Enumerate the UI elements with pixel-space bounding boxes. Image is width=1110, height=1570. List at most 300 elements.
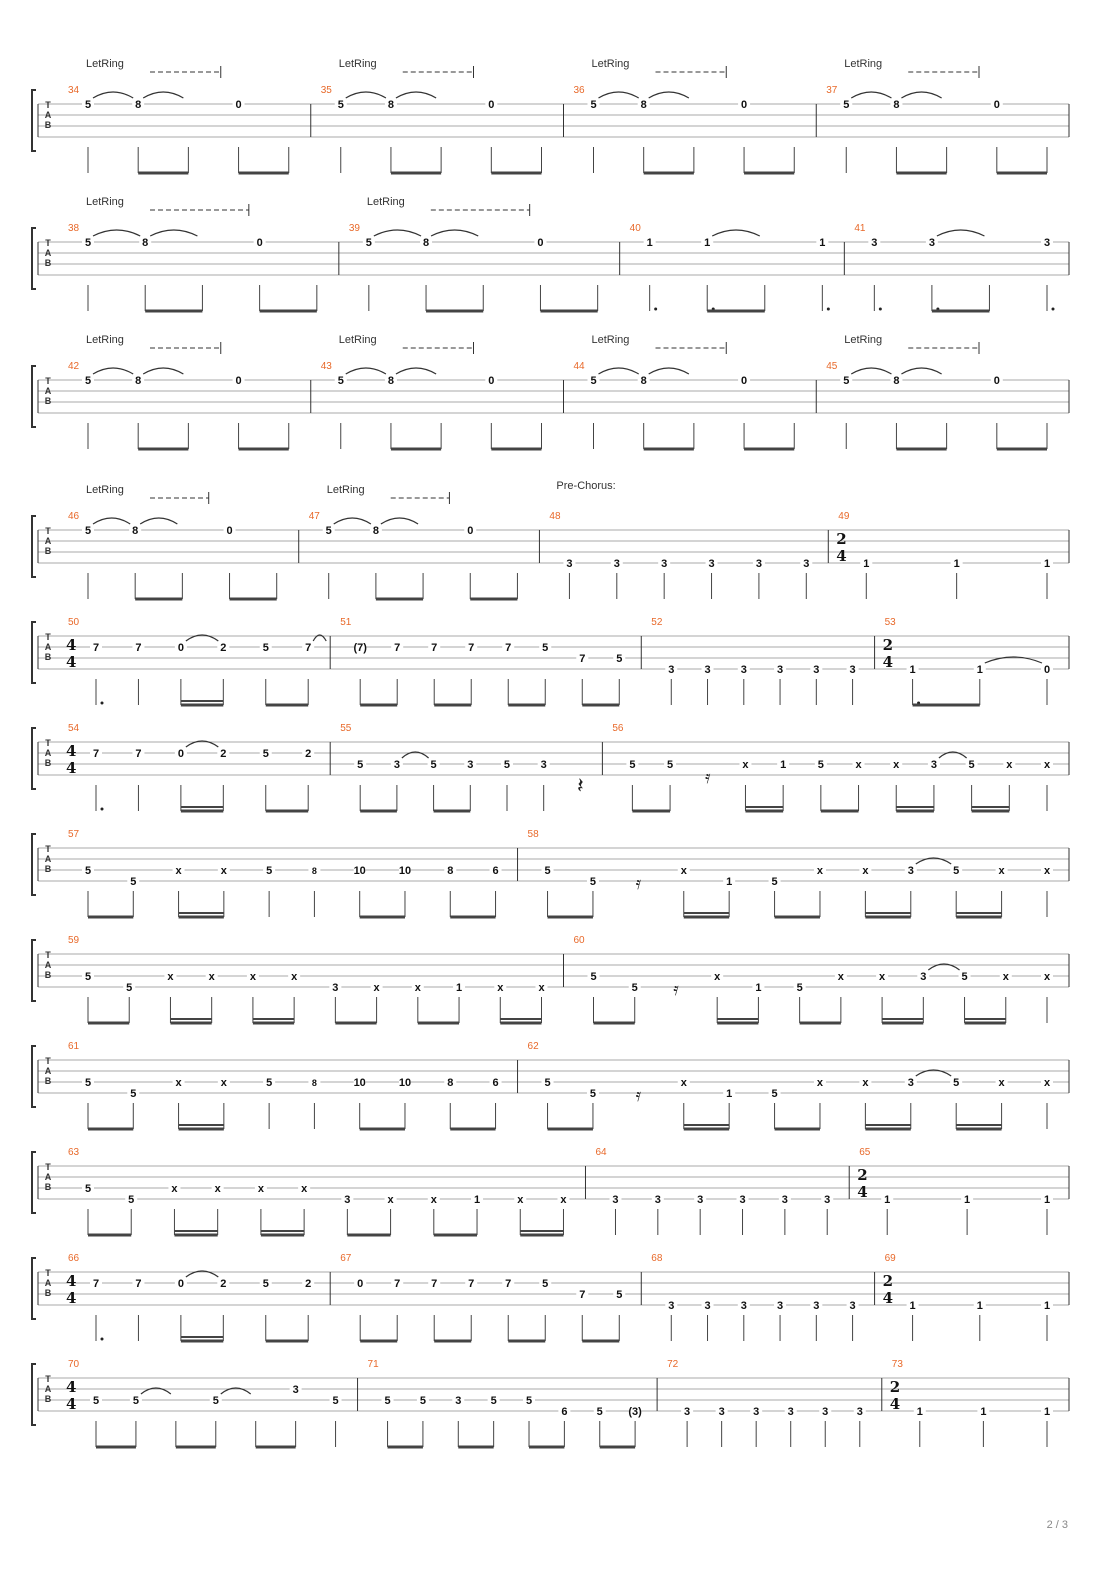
fret-number: 7 <box>305 642 312 654</box>
fret-number: 1 <box>1043 1406 1051 1418</box>
fret-number: x <box>1043 759 1051 771</box>
dot <box>827 308 830 311</box>
fret-number: 5 <box>631 982 638 994</box>
fret-number: 7 <box>394 642 401 654</box>
measure-number: 44 <box>573 361 585 372</box>
tie-arc <box>93 92 133 98</box>
tab-clef-letter: A <box>44 748 52 758</box>
measure-number: 51 <box>340 617 352 628</box>
fret-number: 2 <box>305 748 312 760</box>
tab-clef-letter: B <box>44 1182 52 1192</box>
fret-number: 10 <box>398 865 412 877</box>
fret-number: 10 <box>353 1077 366 1089</box>
fret-number: 7 <box>468 642 475 654</box>
staff-system <box>32 480 1069 599</box>
fret-number: 3 <box>718 1406 725 1418</box>
fret-number: 3 <box>467 759 474 771</box>
fret-number: 5 <box>84 237 92 249</box>
tie-arc <box>381 518 418 524</box>
fret-number: 3 <box>393 759 400 771</box>
fret-number: 0 <box>226 525 233 537</box>
staff-system <box>32 935 1069 1023</box>
fret-number: 1 <box>646 237 653 249</box>
fret-number: 8 <box>142 237 149 249</box>
let-ring-label: LetRing <box>86 334 124 346</box>
let-ring-label: LetRing <box>86 484 124 496</box>
tab-clef-letter: A <box>44 854 52 864</box>
sixteenth-rest: 𝄿 <box>635 1085 642 1105</box>
fret-number: x <box>175 865 182 877</box>
measure-number: 41 <box>854 223 866 234</box>
measure <box>595 1147 833 1235</box>
fret-number: x <box>742 759 749 771</box>
measure-number: 67 <box>340 1253 352 1264</box>
measure <box>66 617 326 705</box>
fret-number: 3 <box>787 1406 794 1418</box>
tie-arc <box>346 368 386 374</box>
quarter-rest: 𝄽 <box>577 773 584 798</box>
fret-number: 5 <box>130 1088 137 1100</box>
measure-number: 47 <box>308 511 320 522</box>
fret-number: 5 <box>817 759 824 771</box>
tab-clef-letter: T <box>45 844 51 854</box>
fret-number: 8 <box>640 375 647 387</box>
dot <box>1052 308 1055 311</box>
tie-arc <box>93 518 130 524</box>
tab-clef-letter: T <box>45 100 51 110</box>
measure-number: 45 <box>826 361 838 372</box>
fret-number: x <box>816 1077 824 1089</box>
measure <box>66 1253 314 1341</box>
sixteenth-rest: 𝄿 <box>673 979 679 999</box>
staff-system <box>32 829 1069 917</box>
fret-number: 5 <box>590 375 597 387</box>
measure <box>883 617 1053 705</box>
fret-number: 7 <box>135 1278 142 1290</box>
fret-number: 5 <box>212 1395 219 1407</box>
fret-number: 1 <box>1043 1194 1051 1206</box>
fret-number: x <box>855 759 862 771</box>
measure <box>630 223 830 311</box>
fret-number: 6 <box>492 865 499 877</box>
fret-number: 3 <box>907 865 914 877</box>
fret-number: 3 <box>813 664 820 676</box>
fret-number: 8 <box>387 99 394 111</box>
fret-number: 7 <box>505 1278 512 1290</box>
fret-number: 5 <box>525 1395 533 1407</box>
fret-number: 0 <box>1043 664 1051 676</box>
fret-number: 1 <box>884 1194 891 1206</box>
sixteenth-rest: 𝄿 <box>635 873 642 893</box>
fret-number: 5 <box>589 876 597 888</box>
fret-number: 7 <box>92 1278 100 1290</box>
measure <box>890 1359 1053 1447</box>
fret-number: 0 <box>357 1278 364 1290</box>
fret-number: 5 <box>953 1077 960 1089</box>
fret-number: 7 <box>92 748 100 760</box>
fret-number: 7 <box>468 1278 475 1290</box>
fret-number: 5 <box>266 1077 273 1089</box>
fret-number: 3 <box>739 1194 746 1206</box>
fret-number: 2 <box>220 1278 227 1290</box>
fret-number: 5 <box>629 759 636 771</box>
tab-clef-letter: B <box>44 1288 52 1298</box>
fret-number: 3 <box>332 982 339 994</box>
measure-number: 52 <box>651 617 663 628</box>
fret-number: x <box>373 982 380 994</box>
measure <box>528 1041 1053 1129</box>
tie-arc <box>851 92 891 98</box>
measure <box>854 223 1054 311</box>
fret-number: 5 <box>430 759 437 771</box>
tab-clef-letter: B <box>44 1076 52 1086</box>
measure-number: 46 <box>68 511 80 522</box>
measure-number: 63 <box>68 1147 80 1158</box>
fret-number: 3 <box>871 237 878 249</box>
fret-number: x <box>171 1183 178 1195</box>
fret-number: 5 <box>130 876 137 888</box>
fret-number: 3 <box>930 759 937 771</box>
fret-number: x <box>301 1183 308 1195</box>
tie-arc <box>649 368 689 374</box>
time-signature-bottom: 4 <box>66 1395 77 1413</box>
fret-number: x <box>1043 865 1051 877</box>
fret-number: 5 <box>616 1289 623 1301</box>
tab-clef-letter: A <box>44 642 52 652</box>
measure-number: 66 <box>68 1253 80 1264</box>
fret-number: x <box>998 1077 1005 1089</box>
fret-number: 0 <box>177 642 184 654</box>
fret-number: 3 <box>684 1406 691 1418</box>
tie-arc <box>851 368 891 374</box>
measure <box>68 1147 569 1235</box>
fret-number: 1 <box>964 1194 971 1206</box>
tab-clef-letter: B <box>44 258 52 268</box>
fret-number: x <box>560 1194 567 1206</box>
staff-bracket <box>32 622 36 683</box>
fret-number: 0 <box>256 237 263 249</box>
fret-number: 1 <box>473 1194 481 1206</box>
staff-bracket <box>32 1258 36 1319</box>
fret-number: 2 <box>220 748 227 760</box>
measure <box>574 935 1054 1023</box>
fret-number: 3 <box>776 664 784 676</box>
fret-number: 5 <box>667 759 674 771</box>
tie-arc <box>712 230 760 236</box>
fret-number: 8 <box>132 525 139 537</box>
measure-number: 73 <box>891 1359 903 1370</box>
fret-number: x <box>517 1194 524 1206</box>
fret-number: 8 <box>311 866 317 876</box>
fret-number: x <box>430 1194 437 1206</box>
measure-number: 54 <box>68 723 80 734</box>
fret-number: 1 <box>755 982 762 994</box>
fret-number: 0 <box>488 99 495 111</box>
measure-number: 55 <box>340 723 352 734</box>
fret-number: x <box>497 982 504 994</box>
fret-number: 3 <box>920 971 927 983</box>
fret-number: 5 <box>419 1395 426 1407</box>
fret-number: 5 <box>544 1077 551 1089</box>
fret-number: 1 <box>909 664 916 676</box>
let-ring-label: LetRing <box>591 334 630 346</box>
fret-number: 5 <box>616 653 623 665</box>
fret-number: 3 <box>566 558 573 570</box>
time-signature-top: 2 <box>882 636 894 654</box>
fret-number: 7 <box>579 653 586 665</box>
fret-number: 5 <box>84 99 92 111</box>
fret-number: 1 <box>976 1300 983 1312</box>
fret-number: 8 <box>893 99 900 111</box>
staff-bracket <box>32 1364 36 1425</box>
fret-number: 0 <box>177 748 184 760</box>
fret-number: 5 <box>132 1395 139 1407</box>
fret-number: 5 <box>92 1395 100 1407</box>
measure <box>549 480 812 599</box>
fret-number: 3 <box>344 1194 351 1206</box>
measure <box>68 935 548 1023</box>
tie-arc <box>599 92 639 98</box>
fret-number: x <box>220 865 227 877</box>
dot <box>101 808 104 811</box>
dot <box>101 1338 104 1341</box>
fret-number: 1 <box>704 237 711 249</box>
fret-number: 6 <box>492 1077 499 1089</box>
fret-number: x <box>862 865 869 877</box>
time-signature-top: 4 <box>66 742 77 760</box>
time-signature-bottom: 4 <box>857 1183 868 1201</box>
let-ring-label: LetRing <box>326 484 365 496</box>
fret-number: 5 <box>262 642 269 654</box>
tie-arc <box>901 92 941 98</box>
measure-number: 59 <box>68 935 80 946</box>
fret-number: 2 <box>305 1278 312 1290</box>
tab-clef-letter: T <box>45 376 51 386</box>
sixteenth-rest: 𝄿 <box>705 767 711 787</box>
fret-number: 6 <box>561 1406 568 1418</box>
tab-clef-letter: B <box>44 652 52 662</box>
measure-number: 37 <box>826 85 838 96</box>
fret-number: x <box>1043 1077 1051 1089</box>
time-signature-top: 4 <box>66 1272 77 1290</box>
tab-clef-letter: A <box>44 1172 52 1182</box>
fret-number: x <box>862 1077 869 1089</box>
fret-number: 5 <box>262 748 269 760</box>
fret-number: x <box>214 1183 221 1195</box>
measure <box>836 511 1053 599</box>
fret-number: x <box>175 1077 182 1089</box>
time-signature-top: 4 <box>66 1378 77 1396</box>
staff-bracket <box>32 228 36 289</box>
tab-clef-letter: A <box>44 960 52 970</box>
fret-number: x <box>538 982 545 994</box>
fret-number: 5 <box>796 982 803 994</box>
time-signature-bottom: 4 <box>836 547 847 565</box>
fret-number: 5 <box>544 865 551 877</box>
fret-number: 3 <box>697 1194 704 1206</box>
measure-number: 40 <box>629 223 641 234</box>
measure-number: 39 <box>348 223 360 234</box>
tab-clef-letter: T <box>45 526 51 536</box>
fret-number: 8 <box>387 375 394 387</box>
fret-number: 0 <box>741 99 748 111</box>
fret-number: 8 <box>372 525 379 537</box>
fret-number: 8 <box>311 1078 317 1088</box>
fret-number: 5 <box>490 1395 497 1407</box>
fret-number: 3 <box>753 1406 760 1418</box>
measure <box>340 617 625 705</box>
measure <box>340 723 584 811</box>
fret-number: 3 <box>292 1384 299 1396</box>
fret-number: 7 <box>135 748 142 760</box>
let-ring-label: LetRing <box>591 58 630 70</box>
tab-clef-letter: B <box>44 1394 52 1404</box>
fret-number: 5 <box>843 99 850 111</box>
fret-number: 0 <box>993 375 1000 387</box>
fret-number: x <box>208 971 215 983</box>
tie-arc <box>599 368 639 374</box>
measure-number: 71 <box>367 1359 379 1370</box>
tab-clef-letter: T <box>45 1268 51 1278</box>
fret-number: x <box>387 1194 394 1206</box>
measure <box>612 723 1053 811</box>
fret-number: 3 <box>849 664 856 676</box>
fret-number: 1 <box>863 558 870 570</box>
tab-clef-letter: B <box>44 864 52 874</box>
tab-clef-letter: T <box>45 632 51 642</box>
measure <box>883 1253 1053 1341</box>
time-signature-bottom: 4 <box>882 1289 894 1307</box>
fret-number: 3 <box>654 1194 661 1206</box>
measure-number: 43 <box>320 361 332 372</box>
let-ring-label: LetRing <box>86 196 124 208</box>
measure <box>66 723 314 811</box>
fret-number: 5 <box>337 99 344 111</box>
staff-system <box>32 1253 1069 1341</box>
tab-clef-letter: B <box>44 396 52 406</box>
fret-number: 8 <box>135 99 142 111</box>
fret-number: x <box>998 865 1005 877</box>
fret-number: 1 <box>980 1406 987 1418</box>
staff-bracket <box>32 516 36 577</box>
fret-number: 5 <box>84 865 92 877</box>
fret-number: 5 <box>542 1278 549 1290</box>
fret-number: (3) <box>628 1406 642 1418</box>
fret-number: 0 <box>177 1278 184 1290</box>
fret-number: 3 <box>455 1395 462 1407</box>
fret-number: 8 <box>640 99 647 111</box>
measure-number: 57 <box>68 829 80 840</box>
tab-clef-letter: B <box>44 546 52 556</box>
fret-number: 3 <box>661 558 668 570</box>
fret-number: 8 <box>447 1077 454 1089</box>
measure <box>340 1253 625 1341</box>
fret-number: 5 <box>503 759 511 771</box>
fret-number: 5 <box>266 865 273 877</box>
fret-number: 3 <box>755 558 762 570</box>
fret-number: 5 <box>771 1088 778 1100</box>
fret-number: 3 <box>740 664 747 676</box>
measure-number: 42 <box>68 361 80 372</box>
page-number: 2 / 3 <box>1046 1519 1068 1531</box>
measure-number: 34 <box>68 85 80 96</box>
tie-arc <box>143 368 183 374</box>
let-ring-label: LetRing <box>338 58 377 70</box>
staff-system <box>32 58 1069 173</box>
fret-number: 3 <box>668 1300 675 1312</box>
tab-clef-letter: T <box>45 950 51 960</box>
measure-number: 68 <box>651 1253 663 1264</box>
fret-number: 7 <box>431 1278 438 1290</box>
fret-number: 3 <box>704 1300 711 1312</box>
measure <box>667 1359 866 1447</box>
fret-number: 3 <box>613 558 620 570</box>
time-signature-top: 2 <box>836 530 847 548</box>
fret-number: 3 <box>1043 237 1051 249</box>
tie-arc <box>396 368 436 374</box>
fret-number: 5 <box>84 1077 92 1089</box>
fret-number: 0 <box>467 525 474 537</box>
time-signature-top: 2 <box>882 1272 894 1290</box>
fret-number: x <box>893 759 900 771</box>
measure-number: 50 <box>68 617 80 628</box>
staff-system <box>32 1147 1069 1235</box>
tab-clef-letter: T <box>45 1162 51 1172</box>
measure-number: 60 <box>573 935 585 946</box>
staff-system <box>32 196 1069 311</box>
measure-number: 58 <box>527 829 539 840</box>
fret-number: 0 <box>488 375 495 387</box>
time-signature-top: 4 <box>66 636 77 654</box>
fret-number: 5 <box>337 375 344 387</box>
dot <box>654 308 657 311</box>
fret-number: 10 <box>398 1077 412 1089</box>
fret-number: 2 <box>220 642 227 654</box>
fret-number: 3 <box>668 664 675 676</box>
fret-number: 8 <box>135 375 142 387</box>
staff-system <box>32 1041 1069 1129</box>
tie-arc <box>140 518 177 524</box>
tie-arc <box>93 230 140 236</box>
fret-number: 3 <box>907 1077 914 1089</box>
staff-system <box>32 334 1069 449</box>
fret-number: 1 <box>909 1300 916 1312</box>
measure-number: 65 <box>859 1147 871 1158</box>
measure-number: 62 <box>527 1041 539 1052</box>
tie-arc <box>334 518 371 524</box>
staff-bracket <box>32 90 36 151</box>
measure <box>857 1147 1053 1235</box>
tie-arc <box>937 230 985 236</box>
fret-number: x <box>1043 971 1051 983</box>
time-signature-top: 2 <box>857 1166 868 1184</box>
fret-number: 5 <box>590 971 597 983</box>
fret-number: 7 <box>394 1278 401 1290</box>
fret-number: 0 <box>993 99 1000 111</box>
tab-clef-letter: A <box>44 1384 52 1394</box>
fret-number: x <box>249 971 256 983</box>
let-ring-label: LetRing <box>844 58 883 70</box>
tab-clef-letter: T <box>45 1056 51 1066</box>
fret-number: 5 <box>968 759 975 771</box>
fret-number: 7 <box>92 642 100 654</box>
measure <box>66 1359 342 1447</box>
fret-number: 7 <box>579 1289 586 1301</box>
tie-arc <box>150 230 197 236</box>
fret-number: 5 <box>589 1088 597 1100</box>
time-signature-bottom: 4 <box>889 1395 901 1413</box>
fret-number: 1 <box>976 664 983 676</box>
